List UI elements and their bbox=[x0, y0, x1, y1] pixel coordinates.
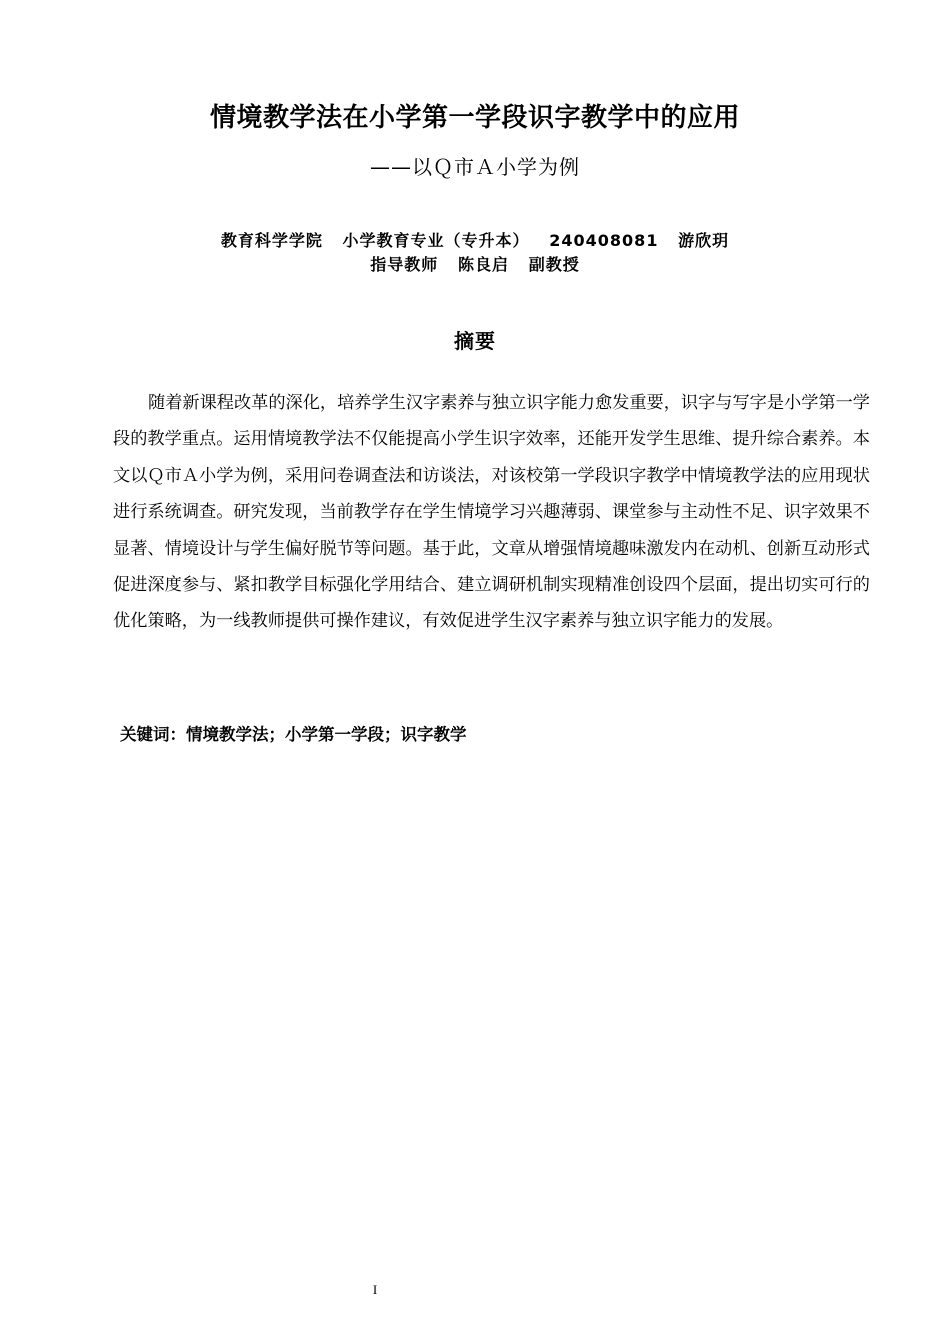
advisor-info: 指导教师 陈良启 副教授 bbox=[370, 255, 580, 274]
keywords: 关键词：情境教学法；小学第一学段；识字教学 bbox=[120, 725, 467, 744]
abstract-body: 随着新课程改革的深化，培养学生汉字素养与独立识字能力愈发重要，识字与写字是小学第一学段的教学重点。运用情境教学法不仅能提高小学生识字效率，还能开发学生思维、提升综合素养。本文以Ｑ市Ａ小学为例，采用问卷调查法和访谈法，对该校第一学段识字教学中情境教学法的应用现状进行系统调查。研究发现，当前教学存在学生情境学习兴趣薄弱、课堂参与主动性不足、识字效果不显著、情境设计与学生偏好脱节等问题。基于此，文章从增强情境趣味激发内在动机、创新互动形式促进深度参与、紧扣教学目标强化学用结合、建立调研机制实现精准创设四个层面，提出切实可行的优化策略，为一线教师提供可操作建议，有效促进学生汉字素养与独立识字能力的发展。 bbox=[113, 393, 870, 632]
abstract-heading: 摘要 bbox=[454, 329, 496, 353]
paper-title: 情境教学法在小学第一学段识字教学中的应用 bbox=[209, 103, 740, 133]
page-number: I bbox=[372, 1282, 378, 1297]
paper-subtitle: ——以Ｑ市Ａ小学为例 bbox=[370, 155, 580, 179]
author-info: 教育科学学院 小学教育专业（专升本） 240408081 游欣玥 bbox=[220, 231, 730, 250]
